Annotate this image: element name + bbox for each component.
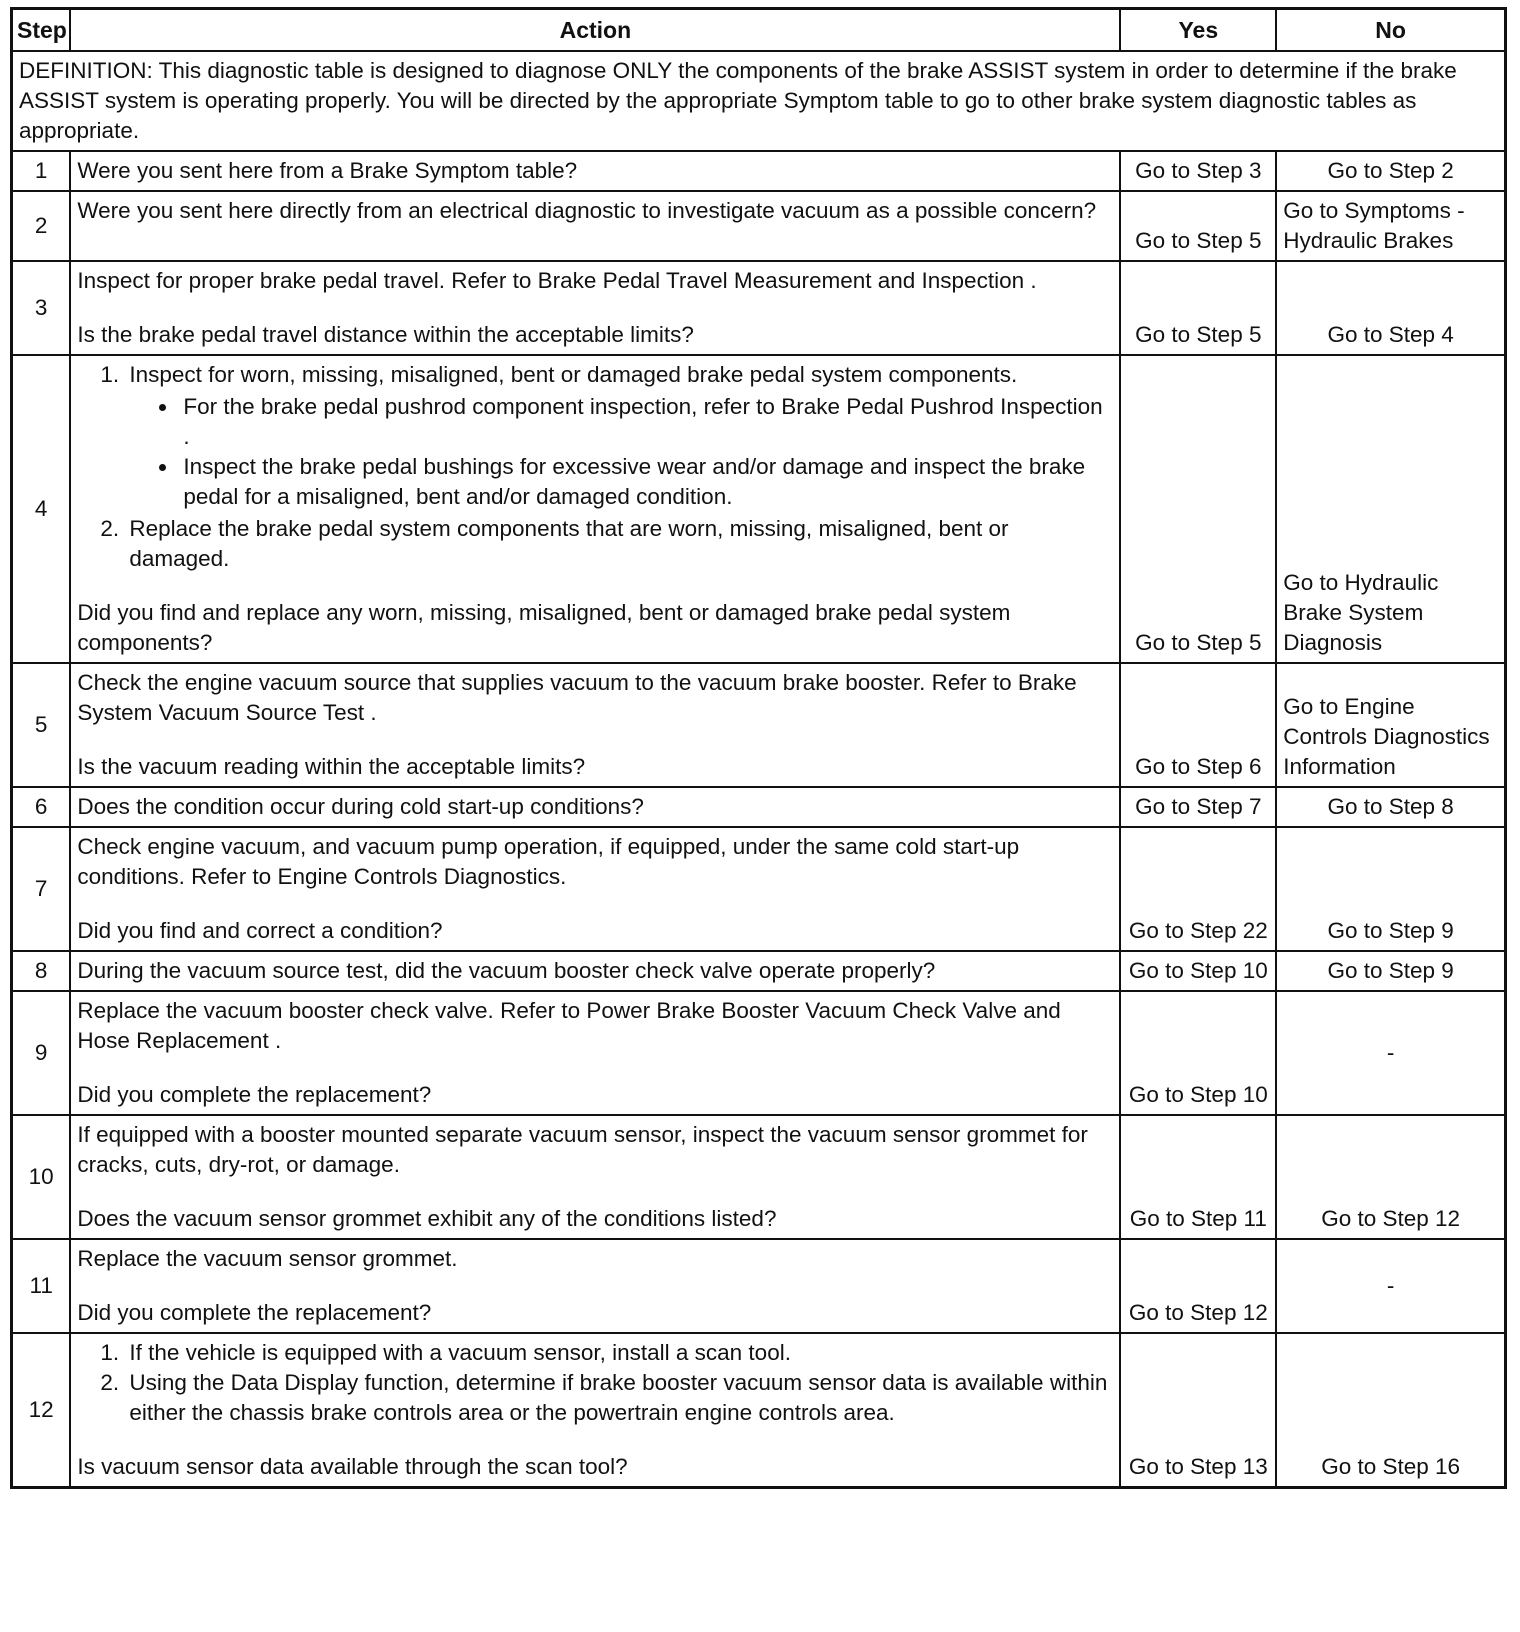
table-row [12, 827, 1506, 951]
no-link: - [1276, 1239, 1505, 1333]
bullet-list [129, 392, 1113, 512]
yes-link[interactable]: Go to Step 3 [1120, 151, 1276, 191]
action-question: Did you find and correct a condition? [77, 918, 443, 943]
table-row [12, 151, 1506, 191]
action-cell [70, 1239, 1120, 1333]
table-row [12, 1115, 1506, 1239]
no-link[interactable]: Go to Hydraulic Brake System Diagnosis [1276, 355, 1505, 663]
procedure-item: 2. Using the Data Display function, determine if brake booster vacuum sensor data is available within either the chassis brake controls area or the powertrain engine controls area. [125, 1368, 1113, 1428]
action-question: Did you complete the replacement? [77, 1300, 432, 1325]
action-cell [70, 991, 1120, 1115]
action-text: Replace the vacuum booster check valve. Refer to Power Brake Booster Vacuum Check Valve and Hose Replacement . [77, 998, 1061, 1053]
yes-link[interactable]: Go to Step 7 [1120, 787, 1276, 827]
header-no: No [1276, 9, 1505, 52]
action-cell [70, 1333, 1120, 1488]
bullet-item: • Inspect the brake pedal bushings for excessive wear and/or damage and inspect the brake pedal for a misaligned, bent and/or damaged condition. [179, 452, 1113, 512]
header-step: Step [12, 9, 71, 52]
step-number: 1 [12, 151, 71, 191]
action-text: Inspect for proper brake pedal travel. Refer to Brake Pedal Travel Measurement and Inspection . [77, 268, 1037, 293]
yes-link[interactable]: Go to Step 6 [1120, 663, 1276, 787]
action-text: Replace the vacuum sensor grommet. [77, 1246, 458, 1271]
yes-link[interactable]: Go to Step 5 [1120, 261, 1276, 355]
action-text: During the vacuum source test, did the vacuum booster check valve operate properly? [70, 951, 1120, 991]
table-row [12, 1333, 1506, 1488]
action-question: Did you complete the replacement? [77, 1082, 432, 1107]
table-row [12, 787, 1506, 827]
table-row [12, 991, 1506, 1115]
action-text: Were you sent here from a Brake Symptom table? [70, 151, 1120, 191]
no-link[interactable]: Go to Engine Controls Diagnostics Information [1276, 663, 1505, 787]
procedure-item [125, 360, 1113, 512]
yes-link[interactable]: Go to Step 13 [1120, 1333, 1276, 1488]
step-number: 2 [12, 191, 71, 261]
procedure-list [77, 360, 1113, 574]
no-link[interactable]: Go to Step 8 [1276, 787, 1505, 827]
procedure-item: 1. If the vehicle is equipped with a vacuum sensor, install a scan tool. [125, 1338, 1113, 1368]
action-cell [70, 827, 1120, 951]
yes-link[interactable]: Go to Step 5 [1120, 355, 1276, 663]
action-question: Does the vacuum sensor grommet exhibit any of the conditions listed? [77, 1206, 777, 1231]
action-text: Check the engine vacuum source that supplies vacuum to the vacuum brake booster. Refer to Brake System Vacuum Source Test . [77, 670, 1077, 725]
no-link[interactable]: Go to Step 4 [1276, 261, 1505, 355]
no-link[interactable]: Go to Symptoms - Hydraulic Brakes [1276, 191, 1505, 261]
step-number: 6 [12, 787, 71, 827]
action-question: Is the vacuum reading within the acceptable limits? [77, 754, 586, 779]
action-question: Is the brake pedal travel distance within the acceptable limits? [77, 322, 694, 347]
yes-link[interactable]: Go to Step 11 [1120, 1115, 1276, 1239]
procedure-item: 2. Replace the brake pedal system components that are worn, missing, misaligned, bent or damaged. [125, 514, 1113, 574]
yes-link[interactable]: Go to Step 12 [1120, 1239, 1276, 1333]
step-number: 11 [12, 1239, 71, 1333]
procedure-list [77, 1338, 1113, 1428]
action-text: Does the condition occur during cold start-up conditions? [70, 787, 1120, 827]
action-text: Check engine vacuum, and vacuum pump operation, if equipped, under the same cold start-up conditions. Refer to Engine Controls Diagnostics. [77, 834, 1020, 889]
action-cell [70, 663, 1120, 787]
step-number: 7 [12, 827, 71, 951]
action-cell [70, 261, 1120, 355]
table-row [12, 1239, 1506, 1333]
diagnostic-table [10, 7, 1507, 1489]
no-link[interactable]: Go to Step 12 [1276, 1115, 1505, 1239]
step-number: 8 [12, 951, 71, 991]
step-number: 9 [12, 991, 71, 1115]
step-number: 5 [12, 663, 71, 787]
bullet-item: • For the brake pedal pushrod component inspection, refer to Brake Pedal Pushrod Inspection . [179, 392, 1113, 452]
no-link[interactable]: Go to Step 9 [1276, 951, 1505, 991]
step-number: 10 [12, 1115, 71, 1239]
no-link[interactable]: Go to Step 16 [1276, 1333, 1505, 1488]
header-yes: Yes [1120, 9, 1276, 52]
yes-link[interactable]: Go to Step 10 [1120, 951, 1276, 991]
step-number: 4 [12, 355, 71, 663]
action-cell [70, 1115, 1120, 1239]
table-row [12, 261, 1506, 355]
table-row [12, 355, 1506, 663]
procedure-item-text: Inspect for worn, missing, misaligned, bent or damaged brake pedal system components. [129, 362, 1018, 387]
step-number: 12 [12, 1333, 71, 1488]
yes-link[interactable]: Go to Step 5 [1120, 191, 1276, 261]
definition-row [12, 51, 1506, 151]
action-cell [70, 355, 1120, 663]
no-link[interactable]: Go to Step 2 [1276, 151, 1505, 191]
yes-link[interactable]: Go to Step 10 [1120, 991, 1276, 1115]
table-row [12, 663, 1506, 787]
table-row [12, 191, 1506, 261]
table-row [12, 951, 1506, 991]
step-number: 3 [12, 261, 71, 355]
header-action: Action [70, 9, 1120, 52]
action-question: Is vacuum sensor data available through the scan tool? [77, 1454, 628, 1479]
action-text: If equipped with a booster mounted separate vacuum sensor, inspect the vacuum sensor grommet for cracks, cuts, dry-rot, or damage. [77, 1122, 1088, 1177]
no-link[interactable]: Go to Step 9 [1276, 827, 1505, 951]
no-link: - [1276, 991, 1505, 1115]
action-question: Did you find and replace any worn, missing, misaligned, bent or damaged brake pedal system components? [77, 600, 1011, 655]
action-text: Were you sent here directly from an electrical diagnostic to investigate vacuum as a possible concern? [70, 191, 1120, 261]
yes-link[interactable]: Go to Step 22 [1120, 827, 1276, 951]
header-row [12, 9, 1506, 52]
definition-text: DEFINITION: This diagnostic table is designed to diagnose ONLY the components of the brake ASSIST system in order to determine if the brake ASSIST system is operating properly. You will be directed by the appropriate Symptom table to go to other brake system diagnostic tables as appropriate. [12, 51, 1506, 151]
